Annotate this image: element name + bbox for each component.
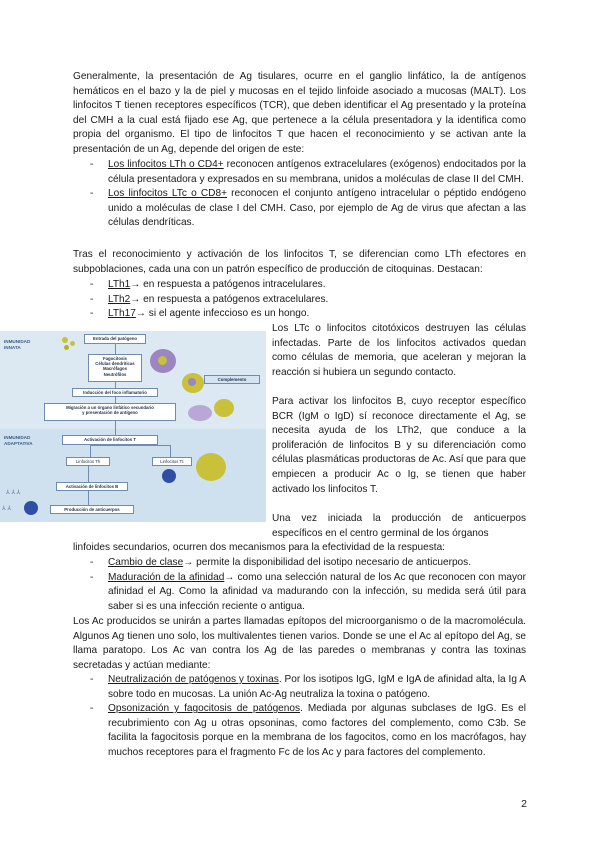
list-item-term: Los linfocitos LTc o CD8+ <box>108 188 227 200</box>
effectiveness-list <box>90 556 526 614</box>
list-item-text: → en respuesta a patógenos extracelulares. <box>130 293 329 305</box>
epitope-paragraph: Los Ac producidos se unirán a partes llamadas epítopos del microorganismo o de la macromolécula. Algunos Ag tienen uno solo, los multivalentes tienen varios. Donde se une el Ac al epítopo del Ag, se llama paratopo. Los Ac van contra los Ag de las paredes o membranas y contra las toxinas secretadas y actúan mediante: <box>73 616 526 671</box>
th-subsets-list <box>90 278 526 322</box>
list-bullet: - <box>90 293 94 305</box>
list-item <box>90 187 526 231</box>
list-item <box>90 702 526 760</box>
b-activation-box: Activación de linfocitos B <box>56 482 128 491</box>
nucleus-icon <box>188 378 196 386</box>
list-bullet: - <box>90 703 94 715</box>
list-bullet: - <box>90 188 94 200</box>
b-cell-paragraph: Para activar los linfocitos B, cuyo receptor específico BCR (IgM o IgD) sí reconoce directamente el Ag, se necesita ayuda de los LTh2, que conduce a la proliferación de linfocitos B y su diferenciación como células plasmáticas productoras de Ac. Así que para que empiecen a producir Ac o Ig, se tienen que haber activado los linfocitos T. <box>272 396 526 495</box>
connector <box>115 421 116 435</box>
dendritic-cell-icon <box>188 405 212 421</box>
pathogen-icon <box>70 341 75 346</box>
connector <box>90 445 171 446</box>
pathogen-icon <box>64 345 69 350</box>
list-item-text: reconocen el conjunto antígeno intracelular o péptido endógeno unido a moléculas de clase I del CMH. Caso, por ejemplo de Ag de virus que afectan a las células dendríticas. <box>108 188 526 229</box>
adaptive-immunity-label: INMUNIDAD ADAPTATIVA <box>4 435 33 446</box>
list-item-text: → si el agente infeccioso es un hongo. <box>135 308 310 320</box>
list-bullet: - <box>90 279 94 290</box>
list-item-term: Opsonización y fagocitosis de patógenos <box>108 703 301 715</box>
immune-response-figure <box>0 331 266 522</box>
list-item <box>90 307 526 322</box>
list-item <box>90 556 526 571</box>
connector <box>88 491 89 505</box>
list-item-term: Cambio de clase <box>108 557 184 568</box>
list-item <box>90 571 526 615</box>
list-bullet: - <box>90 674 94 685</box>
pathogen-icon <box>62 337 68 343</box>
list-bullet: - <box>90 571 94 583</box>
list-item-term: Los linfocitos LTh o CD4+ <box>108 159 224 170</box>
list-item <box>90 278 526 293</box>
intro-paragraph: Generalmente, la presentación de Ag tisulares, ocurre en el ganglio linfático, la de antígenos hemáticos en el bazo y la de piel y mucosas en el tejido linfoide asociado a mucosas (MALT). Los linfocitos T tienen receptores específicos (TCR), que deben identificar el Ag presentado y la proteína del CMH a la cual está fijado ese Ag, que pertenece a la célula presentadora y la identifica como propia del organismo. El tipo de linfocitos T que hacen el reconocimiento y se activan ante la presentación de un Ag, depende del origen de este: <box>73 71 526 155</box>
tc-box: Linfocitos Tc <box>152 457 192 466</box>
pathogen-icon <box>158 356 167 365</box>
antibody-paragraph-start: Una vez iniciada la producción de anticuerpos específicos en el centro germinal de los órganos <box>272 513 526 539</box>
list-item-text: → permite la disponibilidad del isotipo necesario de anticuerpos. <box>183 557 472 568</box>
page-number: 2 <box>521 798 527 810</box>
list-item <box>90 293 526 308</box>
list-item-term: Neutralización de patógenos y toxinas <box>108 674 279 685</box>
antibody-icon: ⅄ ⅄ <box>2 506 11 512</box>
list-item-text: reconocen antígenos extracelulares (exógenos) endocitados por la célula presentadora y expresados en su membrana, unidos a moléculas de clase II del CMH. <box>108 159 527 185</box>
connector <box>115 344 116 354</box>
list-item-text: . Por los isotipos IgG, IgM e IgA de afinidad alta, la Ig A sobre todo en mucosas. La unión Ac-Ag neutraliza la toxina o patógeno. <box>108 674 526 700</box>
list-item-text: → como una selección natural de los Ac que reconocen con mayor afinidad el Ag. Como la afinidad va madurando con la infección, su medida será útil para saber si es una infección reciente o antigua. <box>108 571 526 612</box>
phagocytosis-box: Fagocitosis Células dendríticas Macrófagos Neutrófilos <box>88 354 142 382</box>
list-item-text: → en respuesta a patógenos intracelulares. <box>130 279 326 290</box>
list-bullet: - <box>90 557 94 568</box>
antibody-icon: ⅄ ⅄ ⅄ <box>6 490 21 496</box>
tc-cell-icon <box>162 469 176 483</box>
list-item-text: . Mediada por algunas subclases de IgG. Es el recubrimiento con Ag u otras opsoninas, como factores del complemento, como C3b. Se facilita la fagocitosis porque en la membrana de los fagocitos, como en los macrófagos, hay muchos receptores para el fragmento Fc de los Ac y para factores del complemento. <box>108 703 526 758</box>
connector <box>170 445 171 457</box>
antibody-paragraph-end: linfoides secundarios, ocurren dos mecanismos para la efectividad de la respuesta: <box>73 542 445 553</box>
list-item-term: LTh17 <box>108 308 136 320</box>
connector <box>88 466 89 482</box>
t-activation-box: Activación de linfocitos T <box>62 435 158 445</box>
inflammation-box: Inducción del foco inflamatorio <box>72 388 158 397</box>
t-cell-types-list <box>90 158 527 231</box>
mechanisms-list <box>90 673 526 761</box>
migration-box: Migración a un órgano linfático secundario y presentación de antígeno <box>44 403 176 421</box>
list-bullet: - <box>90 159 94 170</box>
list-bullet: - <box>90 308 94 320</box>
list-item <box>90 673 526 702</box>
innate-immunity-label: INMUNIDAD INNATA <box>4 339 31 350</box>
connector <box>90 445 91 457</box>
th-box: Linfocitos Th <box>66 457 110 466</box>
infected-cell-icon <box>196 453 226 481</box>
plasma-cell-icon <box>24 501 38 515</box>
list-item-term: LTh2 <box>108 293 131 305</box>
list-item <box>90 158 527 187</box>
b-cell-icon <box>214 399 234 417</box>
cytotoxic-paragraph: Los LTc o linfocitos citotóxicos destruyen las células infectadas. Parte de los linfocitos activados quedan como células de memoria, que aceleran y mejoran la reacción si hubiera un segundo contacto. <box>272 323 526 378</box>
list-item-term: Maduración de la afinidad <box>108 571 225 583</box>
antibody-production-box: Producción de anticuerpos <box>50 505 134 514</box>
complement-box: Complemento <box>204 375 260 384</box>
entry-box: Entrada del patógeno <box>84 334 146 344</box>
differentiation-paragraph: Tras el reconocimiento y activación de los linfocitos T, se diferencian como LTh efectores en subpoblaciones, cada una con un patrón específico de producción de citoquinas. Destacan: <box>73 249 526 275</box>
list-item-term: LTh1 <box>108 279 131 290</box>
